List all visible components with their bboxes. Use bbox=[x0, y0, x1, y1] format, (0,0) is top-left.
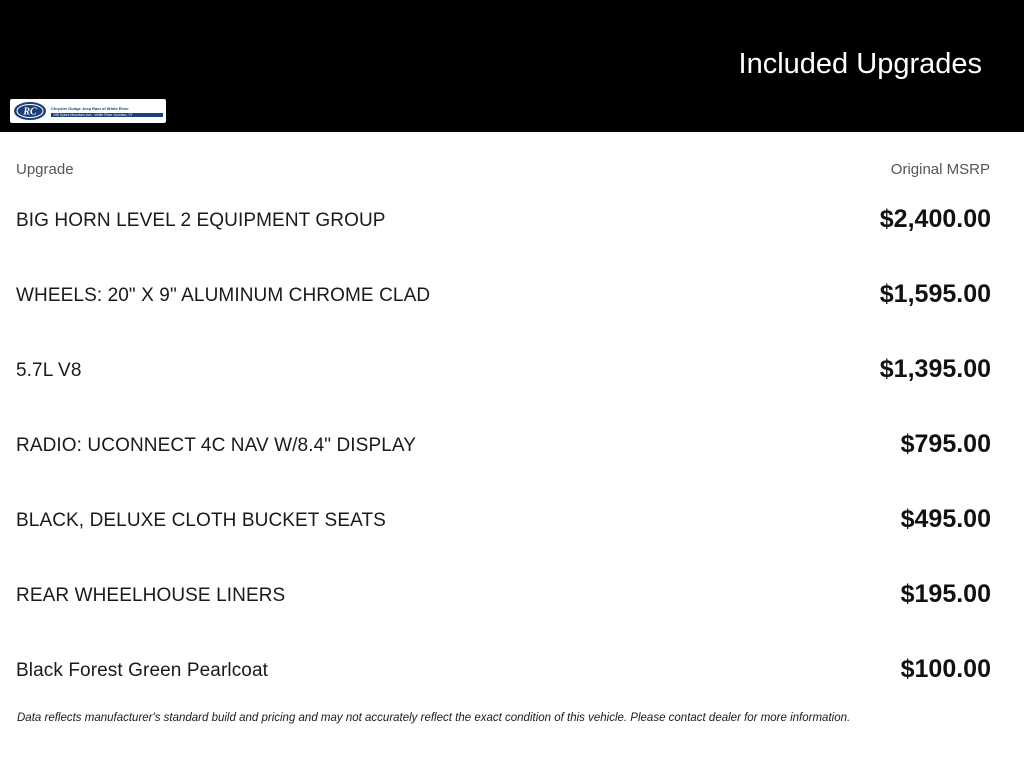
dealer-address: 198 Sykes Mountain Ave., White River Junction, VT bbox=[51, 113, 163, 117]
column-header-upgrade: Upgrade bbox=[16, 161, 74, 178]
list-item bbox=[0, 421, 1024, 496]
upgrade-price: $1,595.00 bbox=[879, 280, 991, 308]
upgrades-list bbox=[0, 196, 1024, 721]
dealer-logo-mark-text: RC bbox=[23, 106, 37, 118]
list-item bbox=[0, 346, 1024, 421]
upgrade-name: WHEELS: 20" X 9" ALUMINUM CHROME CLAD bbox=[16, 285, 431, 306]
upgrade-name: Black Forest Green Pearlcoat bbox=[16, 660, 269, 681]
upgrade-price: $1,395.00 bbox=[879, 355, 991, 383]
upgrade-price: $495.00 bbox=[900, 505, 991, 533]
upgrade-name: RADIO: UCONNECT 4C NAV W/8.4" DISPLAY bbox=[16, 435, 417, 456]
upgrade-name: BLACK, DELUXE CLOTH BUCKET SEATS bbox=[16, 510, 386, 531]
upgrade-name: BIG HORN LEVEL 2 EQUIPMENT GROUP bbox=[16, 210, 386, 231]
upgrade-price: $195.00 bbox=[900, 580, 991, 608]
dealer-logo-mark-icon bbox=[13, 101, 47, 121]
upgrade-price: $100.00 bbox=[900, 655, 991, 683]
header-bar bbox=[0, 0, 1024, 132]
disclaimer-text: Data reflects manufacturer's standard build and pricing and may not accurately reflect the exact condition of this vehicle. Please contact dealer for more information. bbox=[17, 712, 851, 724]
list-item bbox=[0, 496, 1024, 571]
upgrade-name: REAR WHEELHOUSE LINERS bbox=[16, 585, 286, 606]
list-item bbox=[0, 271, 1024, 346]
list-item bbox=[0, 571, 1024, 646]
list-item bbox=[0, 196, 1024, 271]
dealer-name: Chrysler Dodge Jeep Ram of White River bbox=[51, 105, 129, 111]
dealer-logo-text bbox=[47, 106, 163, 117]
column-header-msrp: Original MSRP bbox=[890, 161, 990, 178]
list-item bbox=[0, 646, 1024, 721]
upgrade-price: $795.00 bbox=[900, 430, 991, 458]
upgrade-price: $2,400.00 bbox=[879, 205, 991, 233]
upgrade-name: 5.7L V8 bbox=[16, 360, 82, 381]
dealer-logo bbox=[10, 99, 166, 123]
page-title: Included Upgrades bbox=[738, 48, 982, 80]
